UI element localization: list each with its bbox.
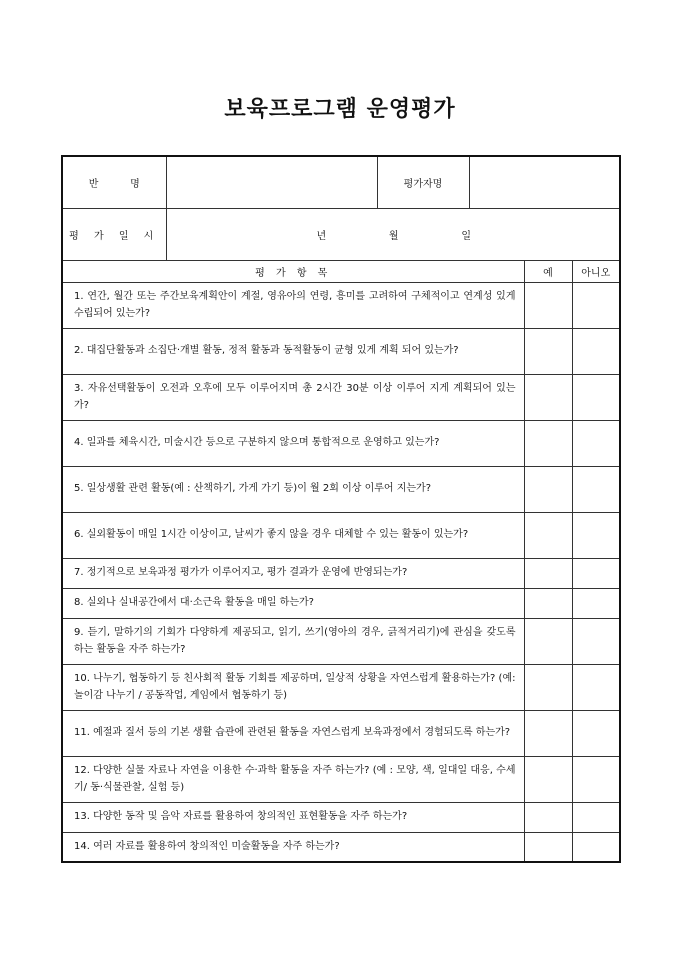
yes-cell[interactable]	[524, 466, 572, 512]
no-cell[interactable]	[572, 618, 620, 664]
no-cell[interactable]	[572, 420, 620, 466]
question-1: 1. 연간, 월간 또는 주간보육계획안이 계절, 영유아의 연령, 흥미를 고려하여 구체적이고 연계성 있게 수립되어 있는가?	[62, 282, 524, 328]
question-11: 11. 예절과 질서 등의 기본 생활 습관에 관련된 활동을 자연스럽게 보육과정에서 경험되도록 하는가?	[62, 710, 524, 756]
yes-cell[interactable]	[524, 710, 572, 756]
yes-cell[interactable]	[524, 802, 572, 832]
question-12: 12. 다양한 실물 자료나 자연을 이용한 수·과학 활동을 자주 하는가? (예 : 모양, 색, 일대일 대응, 수세기/ 동·식물관찰, 실험 등)	[62, 756, 524, 802]
day-label: 일	[461, 230, 471, 242]
no-cell[interactable]	[572, 664, 620, 710]
no-cell[interactable]	[572, 832, 620, 862]
table-row	[62, 588, 620, 618]
no-cell[interactable]	[572, 802, 620, 832]
yes-cell[interactable]	[524, 282, 572, 328]
table-row	[62, 802, 620, 832]
no-cell[interactable]	[572, 374, 620, 420]
no-cell[interactable]	[572, 512, 620, 558]
date-field[interactable]	[166, 208, 620, 260]
table-row	[62, 832, 620, 862]
no-cell[interactable]	[572, 756, 620, 802]
no-cell[interactable]	[572, 466, 620, 512]
yes-cell[interactable]	[524, 328, 572, 374]
table-row	[62, 512, 620, 558]
header-no: 아니오	[572, 260, 620, 282]
evaluation-table	[61, 155, 621, 863]
evaluator-field[interactable]	[469, 156, 620, 208]
yes-cell[interactable]	[524, 512, 572, 558]
class-label: 반 명	[62, 156, 166, 208]
header-items: 평 가 항 목	[62, 260, 524, 282]
question-2: 2. 대집단활동과 소집단·개별 활동, 정적 활동과 동적활동이 균형 있게 계획 되어 있는가?	[62, 328, 524, 374]
table-row	[62, 420, 620, 466]
yes-cell[interactable]	[524, 558, 572, 588]
evaluator-label: 평가자명	[377, 156, 469, 208]
yes-cell[interactable]	[524, 374, 572, 420]
table-row	[62, 282, 620, 328]
question-6: 6. 실외활동이 매일 1시간 이상이고, 날씨가 좋지 않을 경우 대체할 수 있는 활동이 있는가?	[62, 512, 524, 558]
question-3: 3. 자유선택활동이 오전과 오후에 모두 이루어지며 총 2시간 30분 이상 이루어 지게 계획되어 있는가?	[62, 374, 524, 420]
class-field[interactable]	[166, 156, 377, 208]
yes-cell[interactable]	[524, 756, 572, 802]
yes-cell[interactable]	[524, 420, 572, 466]
table-row	[62, 374, 620, 420]
yes-cell[interactable]	[524, 588, 572, 618]
question-13: 13. 다양한 동작 및 음악 자료를 활용하여 창의적인 표현활동을 자주 하는가?	[62, 802, 524, 832]
no-cell[interactable]	[572, 328, 620, 374]
yes-cell[interactable]	[524, 832, 572, 862]
question-5: 5. 일상생활 관련 활동(예 : 산책하기, 가게 가기 등)이 월 2회 이상 이루어 지는가?	[62, 466, 524, 512]
table-row	[62, 328, 620, 374]
question-10: 10. 나누기, 협동하기 등 친사회적 활동 기회를 제공하며, 일상적 상황을 자연스럽게 활용하는가? (예: 놀이감 나누기 / 공동작업, 게임에서 협동하기 등)	[62, 664, 524, 710]
question-14: 14. 여러 자료를 활용하여 창의적인 미술활동을 자주 하는가?	[62, 832, 524, 862]
question-9: 9. 듣기, 말하기의 기회가 다양하게 제공되고, 읽기, 쓰기(영아의 경우, 긁적거리기)에 관심을 갖도록 하는 활동을 자주 하는가?	[62, 618, 524, 664]
month-label: 월	[388, 230, 399, 242]
page-title: 보육프로그램 운영평가	[224, 97, 456, 122]
table-row	[62, 756, 620, 802]
table-row	[62, 664, 620, 710]
table-row	[62, 710, 620, 756]
header-yes: 예	[524, 260, 572, 282]
no-cell[interactable]	[572, 710, 620, 756]
question-8: 8. 실외나 실내공간에서 대·소근육 활동을 매일 하는가?	[62, 588, 524, 618]
table-row	[62, 466, 620, 512]
yes-cell[interactable]	[524, 664, 572, 710]
date-label: 평 가 일 시	[62, 208, 166, 260]
question-4: 4. 일과를 체육시간, 미술시간 등으로 구분하지 않으며 통합적으로 운영하고 있는가?	[62, 420, 524, 466]
table-row	[62, 618, 620, 664]
no-cell[interactable]	[572, 282, 620, 328]
no-cell[interactable]	[572, 558, 620, 588]
table-row	[62, 558, 620, 588]
yes-cell[interactable]	[524, 618, 572, 664]
question-7: 7. 정기적으로 보육과정 평가가 이루어지고, 평가 결과가 운영에 반영되는가?	[62, 558, 524, 588]
no-cell[interactable]	[572, 588, 620, 618]
year-label: 년	[316, 230, 327, 242]
